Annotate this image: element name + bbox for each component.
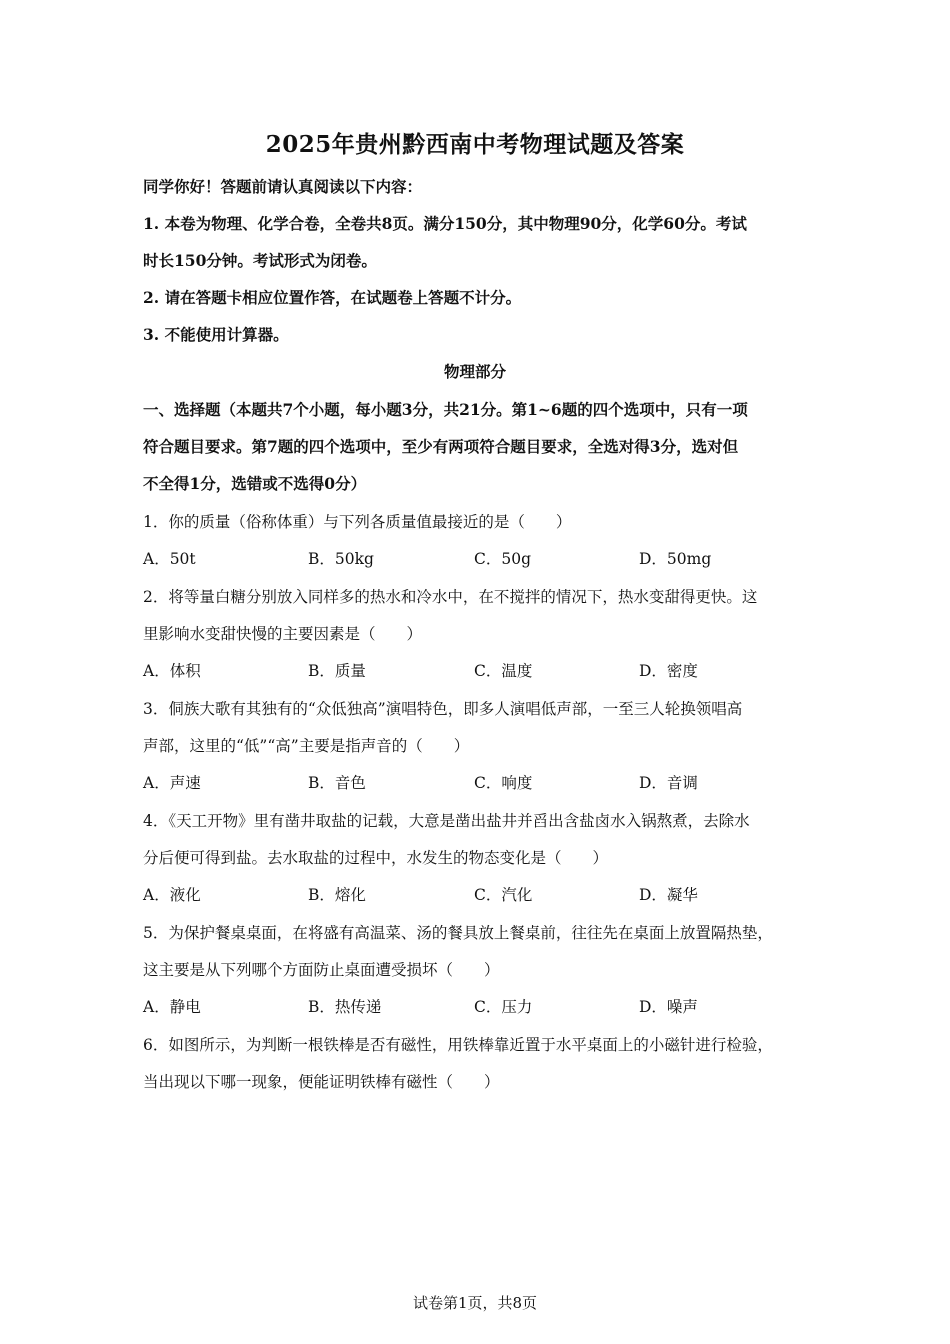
option-c: C．汽化 [474, 886, 533, 904]
option-a: A．50t [143, 550, 196, 568]
page-footer: 试卷第1页，共8页 [412, 1294, 538, 1312]
option-b: B．热传递 [308, 998, 382, 1016]
section-title: 物理部分 [443, 362, 506, 381]
option-b: B．质量 [308, 662, 366, 680]
question-4-text-line-1: 4．《天工开物》里有凿井取盐的记载，大意是凿出盐井并舀出含盐卤水入锅熬煮，去除水 [143, 812, 750, 830]
option-b: B．音色 [308, 774, 366, 792]
option-c: C．压力 [474, 998, 533, 1016]
option-d: D．50mg [639, 550, 712, 568]
question-2-text-line-1: 2．将等量白糖分别放入同样多的热水和冷水中，在不搅拌的情况下，热水变甜得更快。这 [143, 588, 758, 606]
question-5-text-line-2: 这主要是从下列哪个方面防止桌面遭受损坏（ ） [143, 961, 500, 979]
option-a: A．体积 [143, 662, 201, 680]
option-d: D．音调 [639, 774, 698, 792]
rule-1-line-1: 1. 本卷为物理、化学合卷，全卷共8页。满分150分，其中物理90分，化学60分。考试 [143, 214, 747, 233]
option-c: C．50g [474, 550, 532, 568]
rule-1-line-2: 时长150分钟。考试形式为闭卷。 [143, 251, 377, 270]
option-a: A．液化 [143, 886, 201, 904]
question-3-text-line-2: 声部，这里的“低”“高”主要是指声音的（ ） [143, 737, 470, 755]
question-3-text-line-1: 3．侗族大歌有其独有的“众低独高”演唱特色，即多人演唱低声部，一至三人轮换领唱高 [143, 700, 743, 718]
option-d: D．噪声 [639, 998, 698, 1016]
greeting: 同学你好！答题前请认真阅读以下内容： [143, 177, 423, 196]
option-c: C．温度 [474, 662, 533, 680]
option-a: A．声速 [143, 774, 201, 792]
option-b: B．50kg [308, 550, 374, 568]
option-d: D．密度 [639, 662, 698, 680]
option-a: A．静电 [143, 998, 201, 1016]
part-one-heading-line-1: 一、选择题（本题共7个小题，每小题3分，共21分。第1~6题的四个选项中，只有一项 [143, 400, 748, 419]
rule-3: 3. 不能使用计算器。 [143, 325, 289, 344]
option-c: C．响度 [474, 774, 533, 792]
part-one-heading-line-2: 符合题目要求。第7题的四个选项中，至少有两项符合题目要求，全选对得3分，选对但 [143, 437, 739, 456]
question-5-text-line-1: 5．为保护餐桌桌面，在将盛有高温菜、汤的餐具放上餐桌前，往往先在桌面上放置隔热垫， [143, 924, 773, 942]
page-title: 2025年贵州黔西南中考物理试题及答案 [265, 131, 685, 158]
question-6-text-line-2: 当出现以下哪一现象，便能证明铁棒有磁性（ ） [143, 1073, 500, 1091]
question-1-text: 1．你的质量（俗称体重）与下列各质量值最接近的是（ ） [143, 513, 572, 531]
question-6-text-line-1: 6．如图所示，为判断一根铁棒是否有磁性，用铁棒靠近置于水平桌面上的小磁针进行检验， [143, 1036, 773, 1054]
option-d: D．凝华 [639, 886, 698, 904]
rule-2: 2. 请在答题卡相应位置作答，在试题卷上答题不计分。 [143, 288, 522, 307]
option-b: B．熔化 [308, 886, 366, 904]
part-one-heading-line-3: 不全得1分，选错或不选得0分） [143, 474, 367, 493]
question-4-text-line-2: 分后便可得到盐。去水取盐的过程中，水发生的物态变化是（ ） [143, 849, 609, 867]
question-2-text-line-2: 里影响水变甜快慢的主要因素是（ ） [143, 625, 423, 643]
